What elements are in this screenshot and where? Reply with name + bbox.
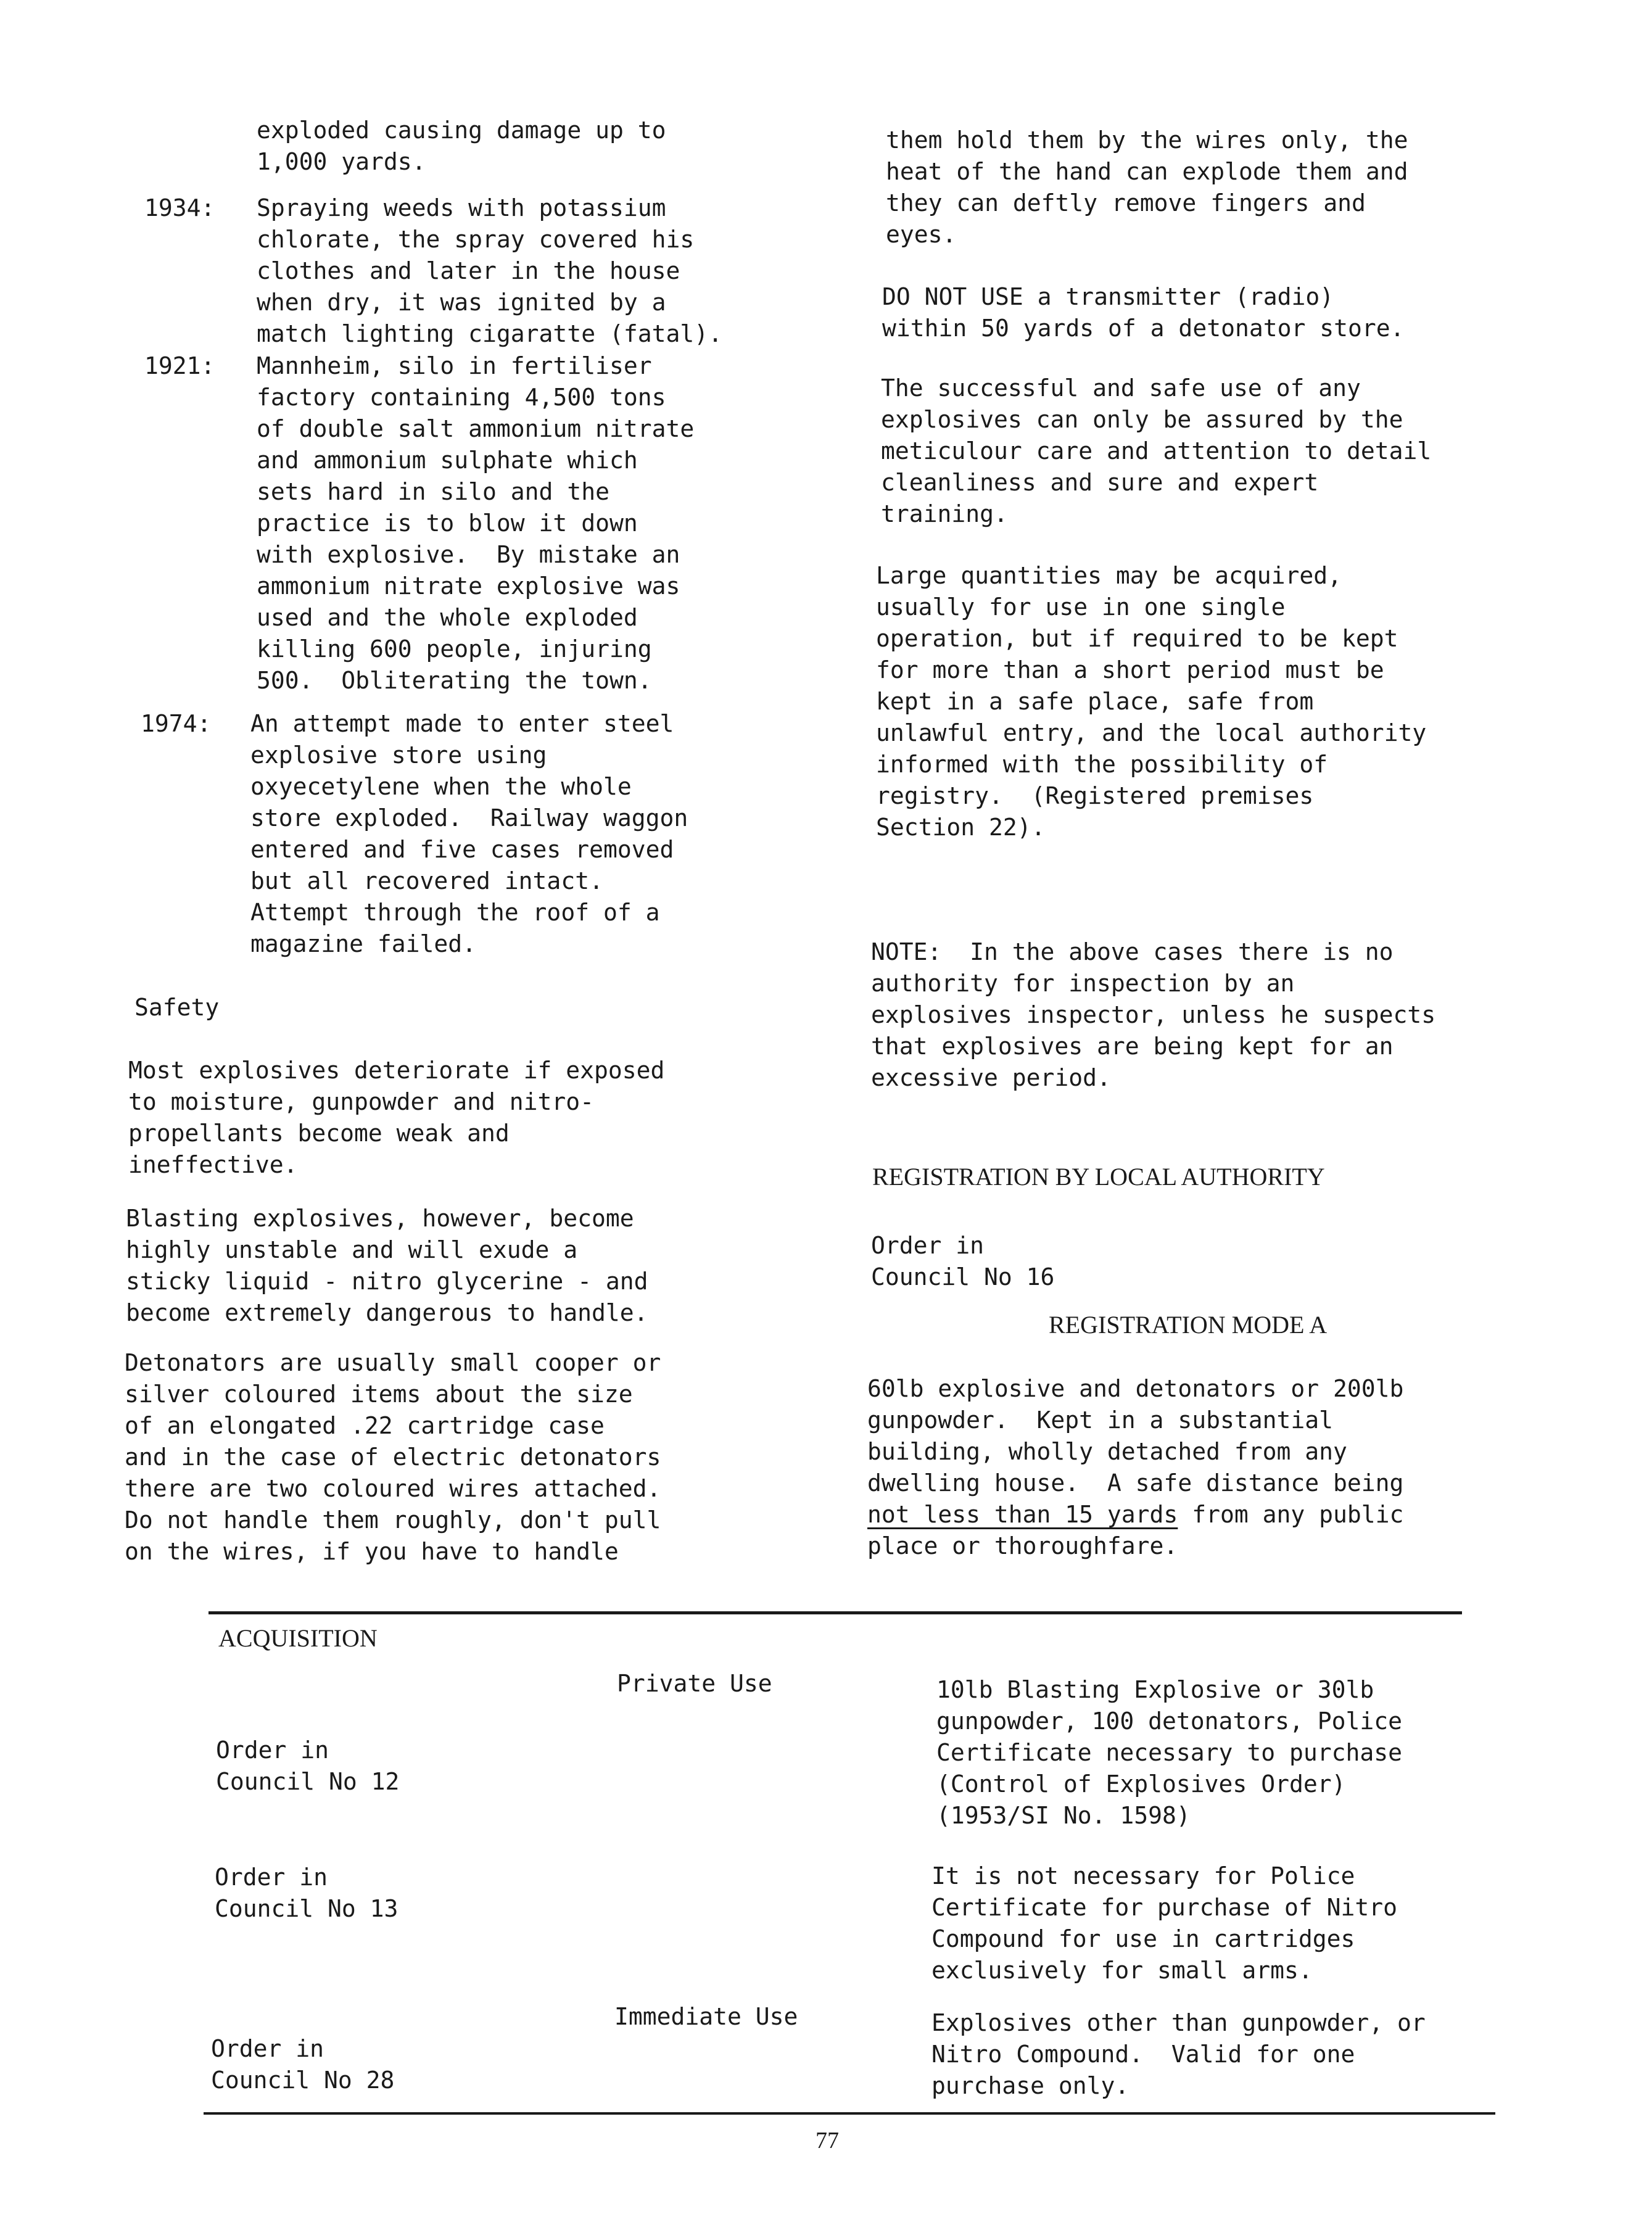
right-paragraph-3: The successful and safe use of any explosives can only be assured by the meticulour care and attention to detail cleanliness and sure and expert training. [881,374,1432,527]
acquisition-text-12: 10lb Blasting Explosive or 30lb gunpowder, 100 detonators, Police Certificate necessary to purchase (Control of Explosives Order) (1953/SI No. 1598) [936,1676,1402,1829]
entry-year: 1934: [144,194,215,221]
entry-year: 1974: [141,710,212,737]
private-use-label: Private Use [617,1670,772,1697]
right-paragraph-4: Large quantities may be acquired, usually for use in one single operation, but if required to be kept for more than a short period must be kept in a safe place, safe from unlawful entry, and the local authority informed with the possibility of registry. (Registered premises Section 22). [876,562,1427,841]
right-paragraph-1: them hold them by the wires only, the heat of the hand can explode them and they can deftly remove fingers and eyes. [886,126,1408,248]
immediate-use-label: Immediate Use [614,2003,798,2030]
mode-text-lines: 60lb explosive and detonators or 200lb gunpowder. Kept in a substantial building, wholly detached from any dwelling house. A safe distance being [867,1375,1404,1497]
right-paragraph-2: DO NOT USE a transmitter (radio) within 50 yards of a detonator store. [882,283,1405,342]
safety-paragraph-1: Most explosives deteriorate if exposed to moisture, gunpowder and nitro- propellants become weak and ineffective. [128,1057,665,1178]
left-continuation: exploded causing damage up to 1,000 yards. [257,117,666,175]
entry-text: An attempt made to enter steel explosive store using oxyecetylene when the whole store exploded. Railway waggon entered and five cases removed but all recovered intact. Attempt through the roof of a magazine failed. [250,710,688,957]
registration-mode-text [867,1373,1403,1562]
page-number: 77 [816,2128,839,2154]
order-council-12: Order in Council No 12 [216,1737,400,1795]
entry-text: Mannheim, silo in fertiliser factory containing 4,500 tons of double salt ammonium nitrate and ammonium sulphate which sets hard in silo and the practice is to blow it down with explosive. By mistake an ammonium nitrate explosive was used and the whole exploded killing 600 people, injuring 500. Obliterating the town. [257,352,695,694]
mode-text-last-line: place or thoroughfare. [867,1532,1178,1559]
order-council-28: Order in Council No 28 [211,2035,395,2094]
order-council-16: Order in Council No 16 [871,1232,1055,1291]
note-paragraph: NOTE: In the above cases there is no authority for inspection by an explosives inspector, unless he suspects that explosives are being kept for an excessive period. [871,938,1436,1091]
mode-text-underlined: not less than 15 yards [867,1501,1178,1528]
acquisition-text-13: It is not necessary for Police Certificate for purchase of Nitro Compound for use in cartridges exclusively for small arms. [931,1862,1397,1984]
mode-text-distance-line [867,1499,1403,1530]
safety-paragraph-3: Detonators are usually small cooper or silver coloured items about the size of an elongated .22 cartridge case and in the case of electric detonators there are two coloured wires attached. Do not handle them roughly, don't pull on the wires, if you have to handle [125,1349,661,1565]
entry-year: 1921: [144,352,215,379]
entry-text: Spraying weeds with potassium chlorate, the spray covered his clothes and later in the house when dry, it was ignited by a match lighting cigaratte (fatal). [257,194,722,347]
mode-text-tail: from any public [1178,1501,1404,1528]
acquisition-bottom-rule [204,2112,1495,2115]
safety-paragraph-2: Blasting explosives, however, become highly unstable and will exude a sticky liquid - nitro glycerine - and become extremely dangerous to handle. [126,1205,648,1326]
order-council-13: Order in Council No 13 [215,1864,399,1922]
registration-mode-heading: REGISTRATION MODE A [1049,1311,1328,1339]
registration-heading: REGISTRATION BY LOCAL AUTHORITY [872,1163,1325,1191]
acquisition-text-28: Explosives other than gunpowder, or Nitro Compound. Valid for one purchase only. [931,2009,1426,2099]
safety-heading: Safety [134,994,220,1021]
acquisition-top-rule [209,1611,1462,1614]
acquisition-heading: ACQUISITION [218,1624,378,1652]
